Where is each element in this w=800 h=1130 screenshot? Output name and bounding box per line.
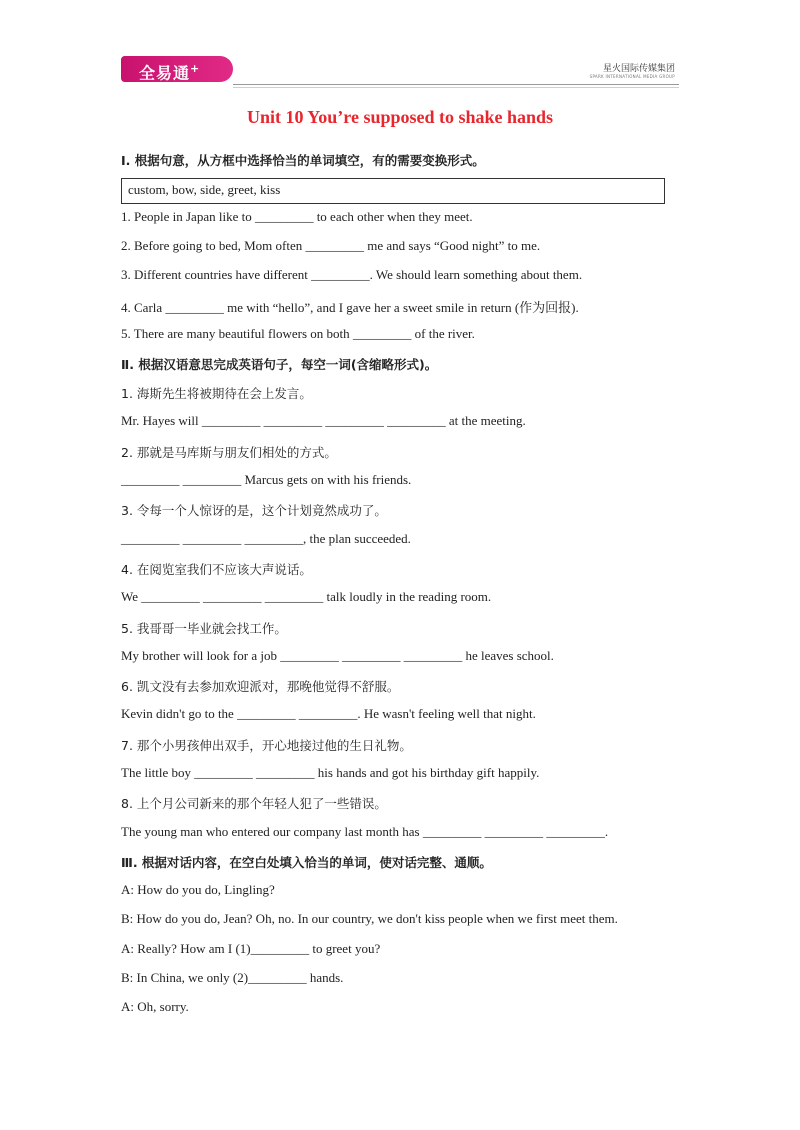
s1-item-3: 3. Different countries have different _________. We should learn something about them. [121,267,583,282]
s2-item-8-en: The young man who entered our company last month has _________ _________ _________. [121,824,609,839]
s2-item-3-cn: 3. 令每一个人惊讶的是，这个计划竟然成功了。 [121,503,387,518]
brand-name-cn: 星火国际传媒集团 [602,64,675,74]
dialogue-line-3: A: Really? How am I (1)_________ to greet you? [121,941,381,956]
dialogue-line-2: B: How do you do, Jean? Oh, no. In our country, we don't kiss people when we first meet them. [121,911,618,926]
brand-block [590,61,675,79]
s1-item-2: 2. Before going to bed, Mom often _________ me and says “Good night” to me. [121,238,541,253]
page-header [121,56,679,88]
s2-item-2-cn: 2. 那就是马库斯与朋友们相处的方式。 [121,445,337,460]
s2-item-3-en: _________ _________ _________, the plan succeeded. [121,531,411,546]
section2-heading: Ⅱ. 根据汉语意思完成英语句子，每空一词(含缩略形式)。 [121,357,438,372]
s2-item-7-en: The little boy _________ _________ his hands and got his birthday gift happily. [121,765,540,780]
s1-item-5: 5. There are many beautiful flowers on both _________ of the river. [121,326,475,341]
header-rule-secondary [233,87,679,88]
s2-item-7-cn: 7. 那个小男孩伸出双手，开心地接过他的生日礼物。 [121,738,412,753]
quanyitong-logo [121,56,233,82]
s2-item-1-cn: 1. 海斯先生将被期待在会上发言。 [121,386,312,401]
s2-item-6-cn: 6. 凯文没有去参加欢迎派对，那晚他觉得不舒服。 [121,679,400,694]
s2-item-5-cn: 5. 我哥哥一毕业就会找工作。 [121,621,287,636]
s2-item-6-en: Kevin didn't go to the _________ _________. He wasn't feeling well that night. [121,706,536,721]
logo-text: 全易通 [139,63,191,83]
s1-item-1: 1. People in Japan like to _________ to each other when they meet. [121,209,473,224]
s2-item-4-cn: 4. 在阅览室我们不应该大声说话。 [121,562,312,577]
dialogue-line-5: A: Oh, sorry. [121,999,189,1014]
dialogue-line-1: A: How do you do, Lingling? [121,882,275,897]
word-box: custom, bow, side, greet, kiss [121,178,665,204]
dialogue-line-4: B: In China, we only (2)_________ hands. [121,970,344,985]
section1-heading: Ⅰ. 根据句意，从方框中选择恰当的单词填空，有的需要变换形式。 [121,153,485,168]
s2-item-5-en: My brother will look for a job _________ _________ _________ he leaves school. [121,648,554,663]
s2-item-4-en: We _________ _________ _________ talk loudly in the reading room. [121,589,492,604]
s1-item-4: 4. Carla _________ me with “hello”, and I gave her a sweet smile in return (作为回报). [121,300,579,315]
s2-item-8-cn: 8. 上个月公司新来的那个年轻人犯了一些错误。 [121,796,387,811]
section3-heading: Ⅲ. 根据对话内容，在空白处填入恰当的单词，使对话完整、通顺。 [121,855,492,870]
s2-item-1-en: Mr. Hayes will _________ _________ _________ _________ at the meeting. [121,413,526,428]
header-rule [233,84,679,85]
brand-name-en: SPARK INTERNATIONAL MEDIA GROUP [589,74,675,79]
s2-item-2-en: _________ _________ Marcus gets on with his friends. [121,472,412,487]
page-title: Unit 10 You’re supposed to shake hands [246,107,554,127]
logo-plus: + [190,62,201,75]
